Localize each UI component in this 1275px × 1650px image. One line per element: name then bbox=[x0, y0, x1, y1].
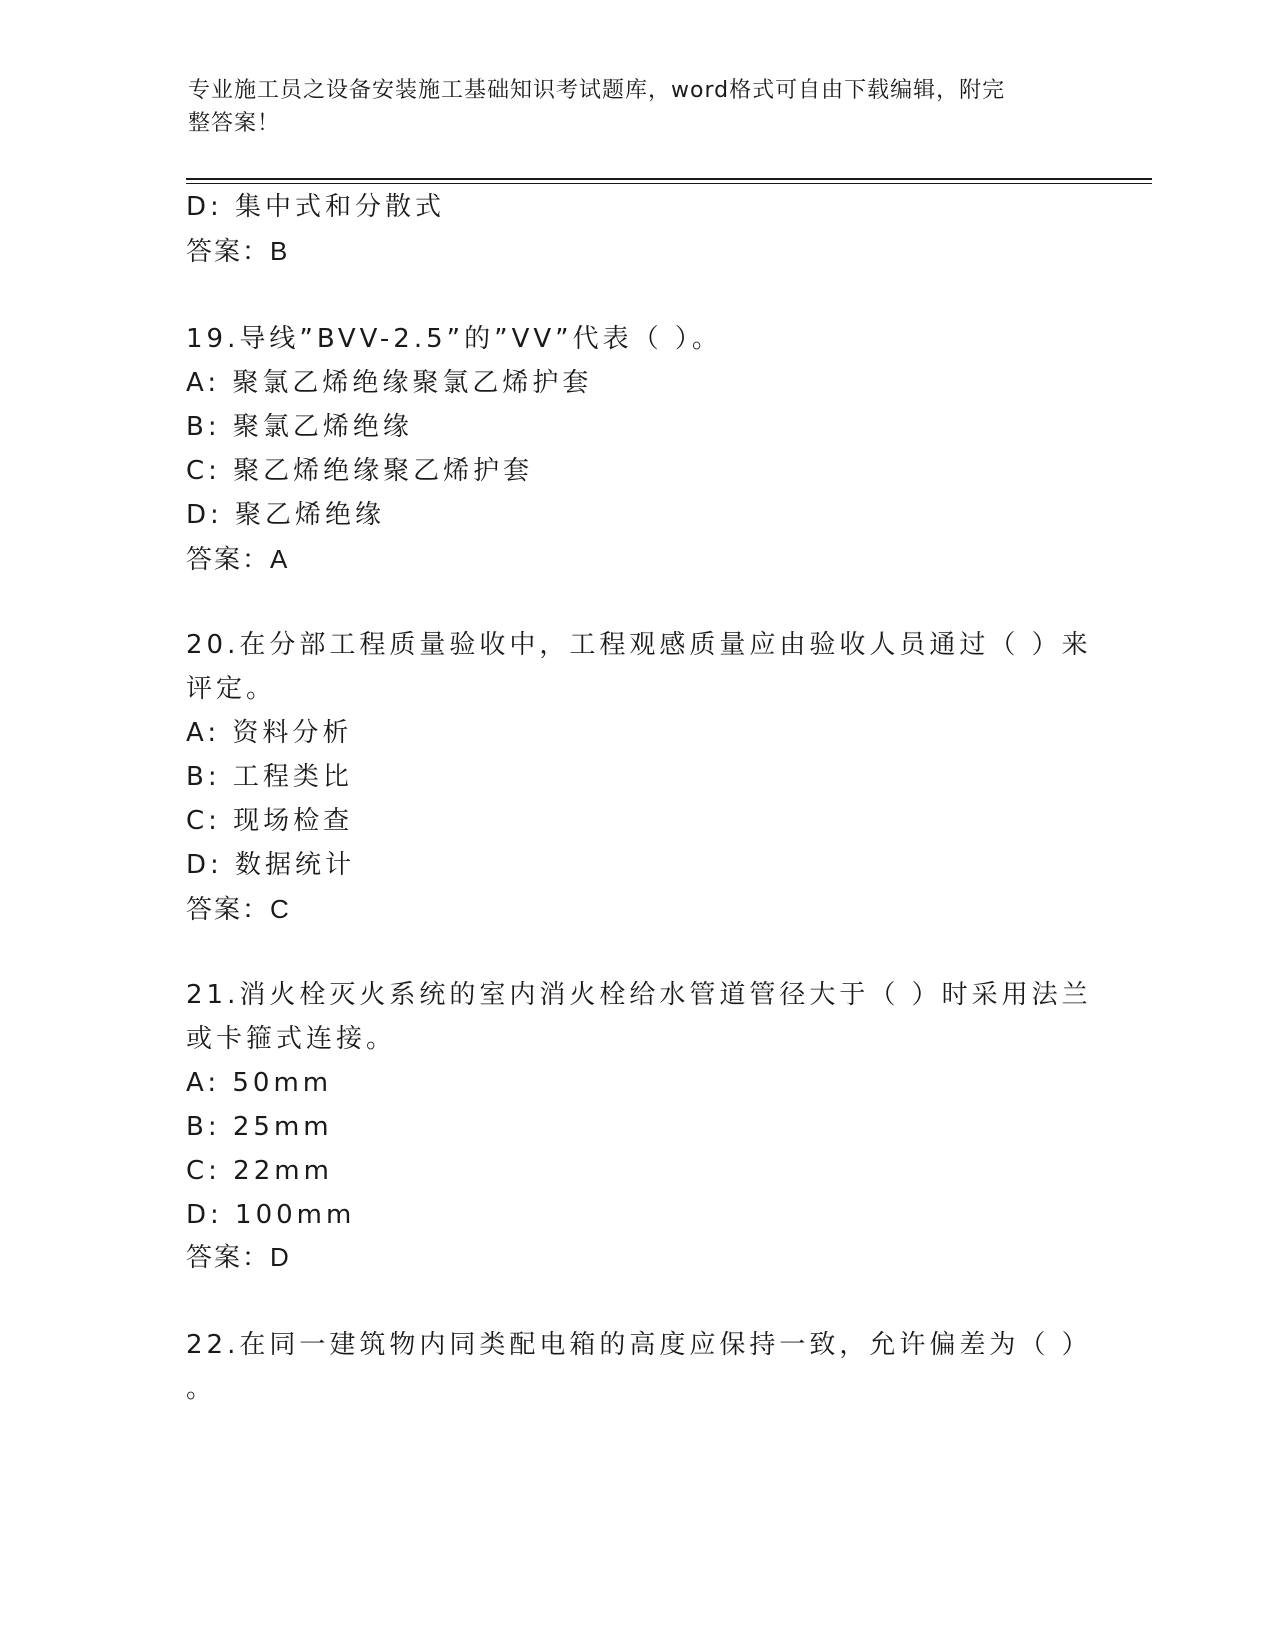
header-line-2: 整答案！ bbox=[188, 111, 281, 136]
option-c: C: 22mm bbox=[186, 1156, 333, 1186]
question-stem: 22.在同一建筑物内同类配电箱的高度应保持一致，允许偏差为（ ） bbox=[186, 1330, 1092, 1360]
header-divider-thin bbox=[186, 183, 1152, 184]
answer-label: 答案：C bbox=[186, 894, 291, 924]
option-b: B: 25mm bbox=[186, 1112, 333, 1142]
option-a: A: 资料分析 bbox=[186, 718, 353, 748]
question-stem: 20.在分部工程质量验收中，工程观感质量应由验收人员通过（ ）来 bbox=[186, 630, 1092, 660]
option-b: B: 聚氯乙烯绝缘 bbox=[186, 412, 413, 442]
option-a: A: 聚氯乙烯绝缘聚氯乙烯护套 bbox=[186, 368, 593, 398]
answer-label: 答案：B bbox=[186, 236, 290, 266]
option-d: D: 聚乙烯绝缘 bbox=[186, 500, 386, 530]
option-d: D: 100mm bbox=[186, 1200, 356, 1230]
answer-label: 答案：D bbox=[186, 1242, 291, 1272]
question-stem: 21.消火栓灭火系统的室内消火栓给水管道管径大于（ ）时采用法兰 bbox=[186, 980, 1092, 1010]
question-stem: 19.导线”BVV-2.5”的”VV”代表（ ）。 bbox=[186, 324, 722, 354]
option-d: D: 数据统计 bbox=[186, 850, 356, 880]
header-divider bbox=[186, 178, 1152, 180]
option-a: A: 50mm bbox=[186, 1068, 333, 1098]
question-stem-continued: 评定。 bbox=[186, 674, 277, 704]
question-stem-continued: 或卡箍式连接。 bbox=[186, 1024, 397, 1054]
header-line-1: 专业施工员之设备安装施工基础知识考试题库，word格式可自由下载编辑，附完 bbox=[188, 78, 1006, 103]
option-c: C: 现场检查 bbox=[186, 806, 354, 836]
option-c: C: 聚乙烯绝缘聚乙烯护套 bbox=[186, 456, 534, 486]
option-d: D: 集中式和分散式 bbox=[186, 192, 446, 222]
document-header bbox=[188, 74, 1068, 140]
option-b: B: 工程类比 bbox=[186, 762, 353, 792]
question-stem-continued: 。 bbox=[186, 1374, 217, 1404]
answer-label: 答案：A bbox=[186, 544, 290, 574]
